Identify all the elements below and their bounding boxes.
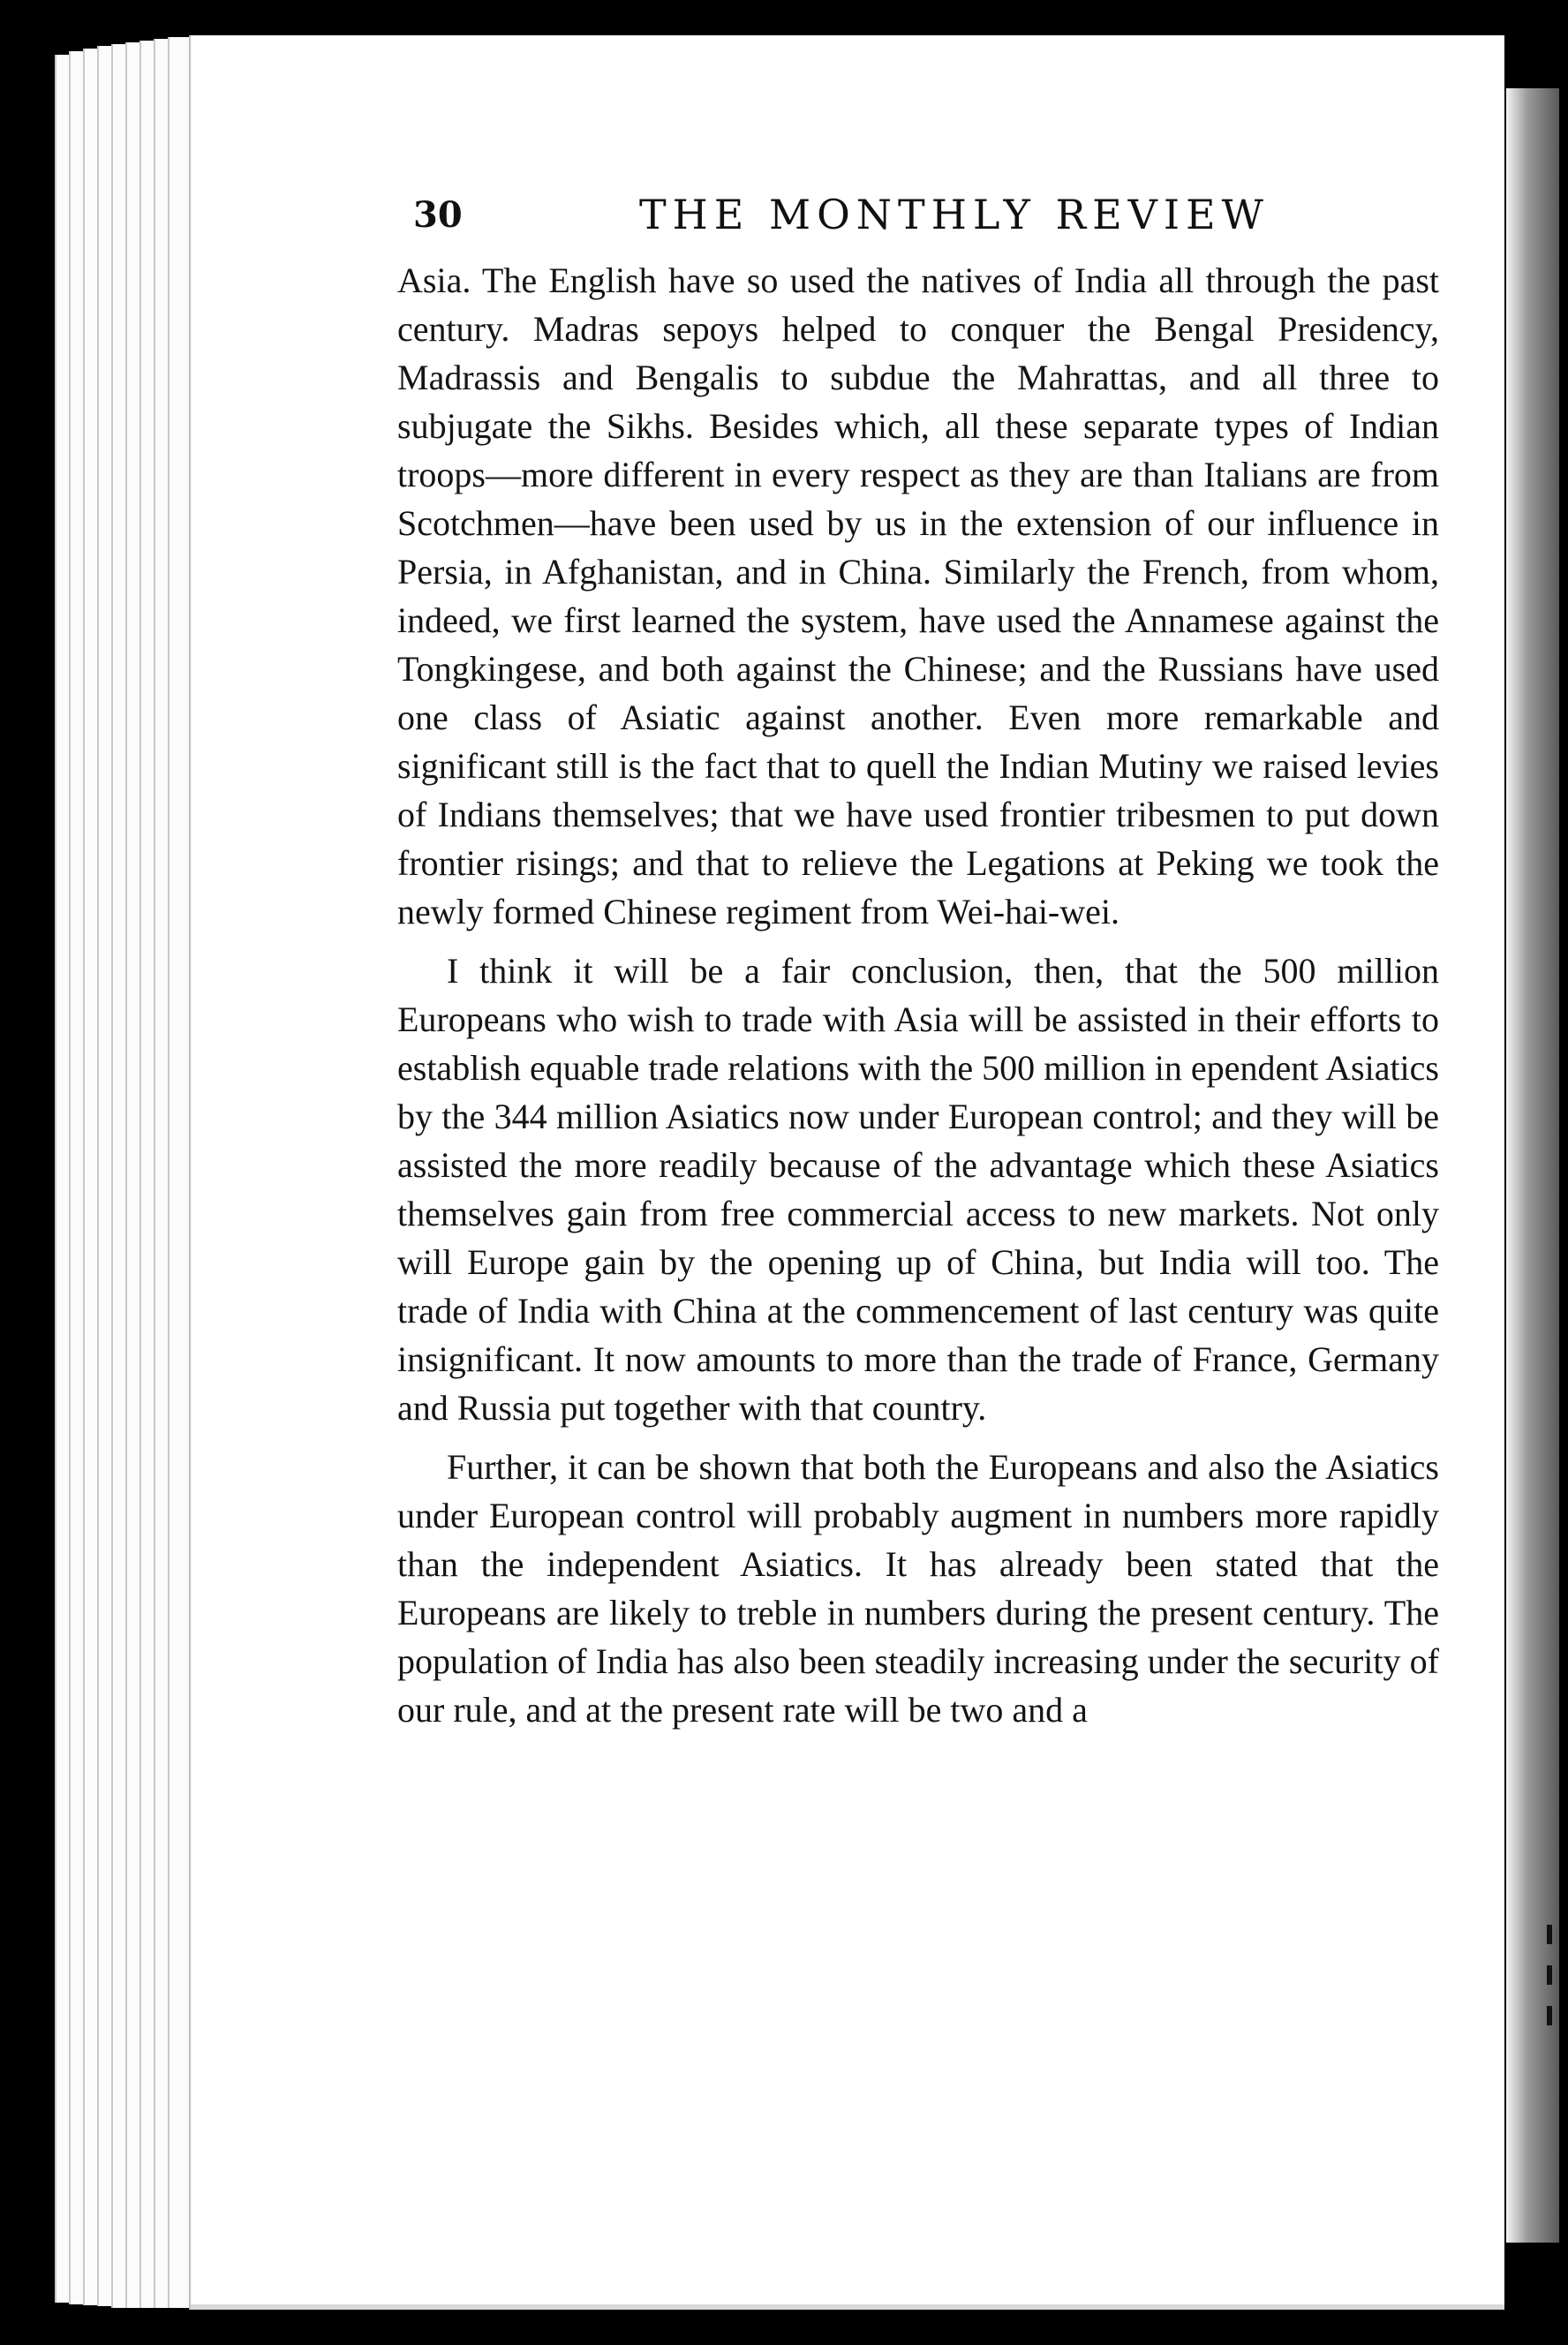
page-number: 30 [413, 194, 463, 236]
paragraph-3: Further, it can be shown that both the Europeans and also the Asiatics under European control will probably augment in numbers more rapidly than the independent Asiatics. It has already been stated that the Europeans are likely to treble in numbers during the present century. The population of India has also been steadily increasing under the security of our rule, and at the present rate will be two and a [397, 1447, 1439, 1730]
facing-page-marks [1547, 1925, 1556, 2084]
page-header [413, 187, 1270, 249]
running-title: THE MONTHLY REVIEW [639, 191, 1270, 238]
paragraph-1: Asia. The English have so used the natives of India all through the past century. Madras sepoys helped to conquer the Bengal Presidency, Madrassis and Bengalis to subdue the Mahrattas, and all three to subjugate the Sikhs. Besides which, all these separate types of Indian troops—more different in every respect as they are than Italians are from Scotchmen—have been used by us in the extension of our influence in Persia, in Afghanistan, and in China. Similarly the French, from whom, indeed, we first learned the system, have used the Annamese against the Tongkingese, and both against the Chinese; and the Russians have used one class of Asiatic against another. Even more remarkable and significant still is the fact that to quell the Indian Mutiny we raised levies of Indians themselves; that we have used frontier tribesmen to put down frontier risings; and that to relieve the Legations at Peking we took the newly formed Chinese regiment from Wei-hai-wei. [397, 260, 1439, 931]
body-text [397, 256, 1439, 1745]
paragraph-2: I think it will be a fair conclusion, then, that the 500 million Europeans who wish to trade with Asia will be assisted in their efforts to establish equable trade relations with the 500 million in ependent Asiatics by the 344 million Asiatics now under European control; and they will be assisted the more readily because of the advantage which these Asiatics themselves gain from free commercial access to new markets. Not only will Europe gain by the opening up of China, but India will too. The trade of India with China at the commencement of last century was quite insignificant. It now amounts to more than the trade of France, Germany and Russia put together with that country. [397, 951, 1439, 1428]
facing-page-sliver [1506, 88, 1559, 2243]
